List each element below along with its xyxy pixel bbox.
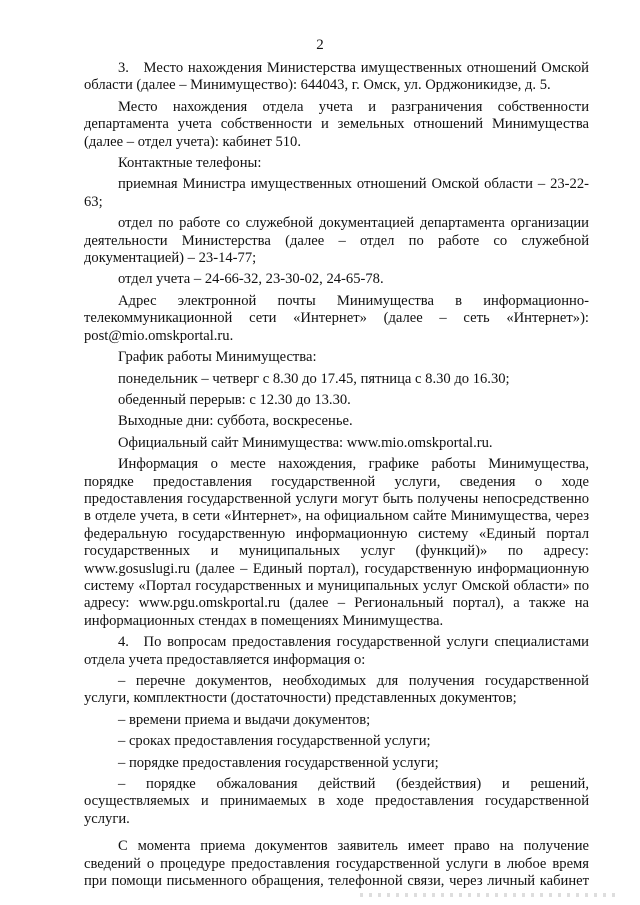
list-item-reception-time: – времени приема и выдачи документов; (118, 711, 371, 728)
paragraph-accounting-dept-phones: отдел учета – 24-66-32, 23-30-02, 24-65-78. (118, 271, 384, 288)
paragraph-information-sources: Информация о месте нахождения, графике работы Минимущества, порядке предоставления государственной услуги, сведения о ходе предоставления государственной услуги могут быть получены непосредственно в отделе учета, в сети «Интернет», на официальном сайте Минимущества, через федеральную государственную информационную систему «Единый портал государственных и муниципальных услуг (функций)» по адресу: www.gosuslugi.ru (далее – Единый портал), государственную информационную систему «Портал государственных и муниципальных услуг Омской области» по адресу: www.pgu.omskportal.ru (далее – Региональный портал), а также на информационных стендах в помещениях Минимущества. (84, 456, 589, 629)
paragraph-documentation-dept-phone: отдел по работе со служебной документацией департамента организации деятельности Министерства (далее – отдел по работе со служебной документацией) – 23-14-77; (84, 215, 589, 267)
list-item-appeal-procedure: – порядке обжалования действий (бездействия) и решений, осуществляемых и принимаемых в ходе предоставления государственной услуги. (84, 776, 589, 827)
paragraph-lunch-break: обеденный перерыв: с 12.30 до 13.30. (118, 391, 351, 408)
paragraph-work-schedule-heading: График работы Минимущества: (118, 349, 317, 366)
paragraph-days-off: Выходные дни: суббота, воскресенье. (118, 413, 353, 430)
paragraph-reception-phone: приемная Министра имущественных отношений Омской области – 23-22-63; (84, 176, 589, 210)
paragraph-email: Адрес электронной почты Минимущества в информационно-телекоммуникационной сети «Интернет» (далее – сеть «Интернет»): post@mio.omskportal.ru. (84, 292, 589, 344)
paragraph-consultation-topics: 4. По вопросам предоставления государственной услуги специалистами отдела учета предоставляется информация о: (84, 634, 589, 668)
page-number: 2 (316, 37, 324, 53)
paragraph-status-inquiry: С момента приема документов заявитель имеет право на получение сведений о процедуре предоставления государственной услуги в любое время при помощи письменного обращения, телефонной связи, через личный кабинет (84, 838, 589, 890)
scan-artifact (360, 893, 620, 897)
paragraph-contact-phones-heading: Контактные телефоны: (118, 155, 262, 172)
paragraph-official-site: Официальный сайт Минимущества: www.mio.omskportal.ru. (118, 434, 493, 451)
list-item-document-list: – перечне документов, необходимых для получения государственной услуги, комплектности (достаточности) представленных документов; (84, 673, 589, 707)
paragraph-weekday-hours: понедельник – четверг с 8.30 до 17.45, пятница с 8.30 до 16.30; (118, 370, 510, 387)
paragraph-ministry-location: 3. Место нахождения Министерства имущественных отношений Омской области (далее – Минимущество): 644043, г. Омск, ул. Орджоникидзе, д. 5. (84, 60, 589, 94)
list-item-service-procedure: – порядке предоставления государственной услуги; (118, 754, 439, 771)
paragraph-department-location: Место нахождения отдела учета и разграничения собственности департамента учета собственности и земельных отношений Минимущества (далее – отдел учета): кабинет 510. (84, 98, 589, 150)
document-body (84, 60, 589, 894)
list-item-service-terms: – сроках предоставления государственной услуги; (118, 733, 431, 750)
